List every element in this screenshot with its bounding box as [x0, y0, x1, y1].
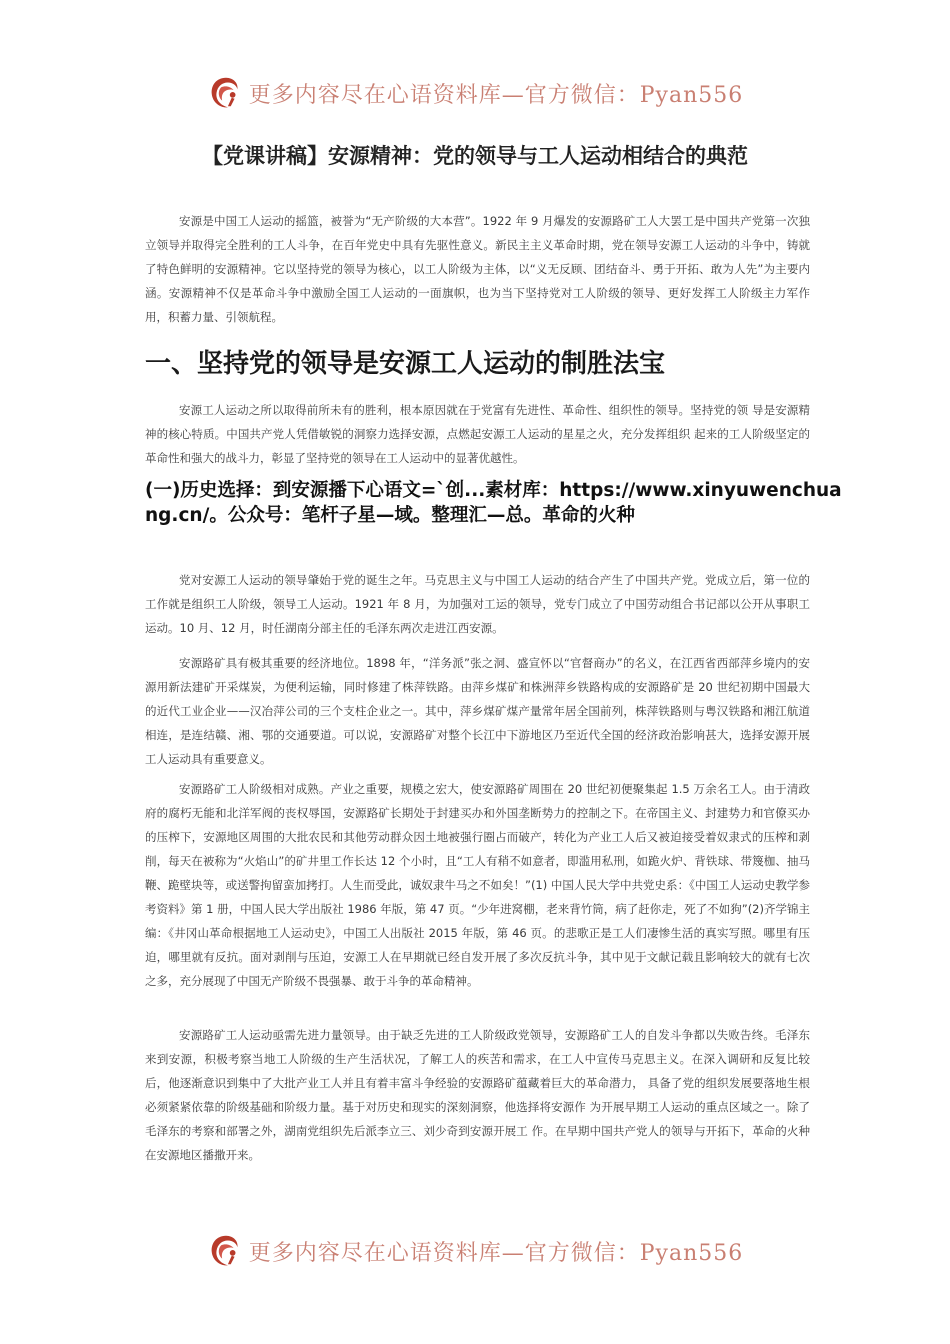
banner-text: 更多内容尽在心语资料库—官方微信：Pyan556	[248, 1240, 744, 1266]
header-banner	[0, 70, 950, 116]
section-heading: 一、坚持党的领导是安源工人运动的制胜法宝	[145, 349, 666, 379]
logo-icon	[207, 74, 245, 112]
banner-text: 更多内容尽在心语资料库—官方微信：Pyan556	[248, 82, 744, 108]
logo-icon	[207, 1232, 245, 1270]
intro-paragraph: 安源是中国工人运动的摇篮，被誉为“无产阶级的大本营”。1922 年 9 月爆发的安源路矿工人大罢工是中国共产党第一次独立领导并取得完全胜利的工人斗争，在百年党史中具有先驱性意义。新民主主义革命时期，党在领导安源工人运动的斗争中，铸就了特色鲜明的安源精神。它以坚持党的领导为核心，以工人阶级为主体，以“义无反顾、团结奋斗、勇于开拓、敢为人先”为主要内涵。安源精神不仅是革命斗争中激励全国工人运动的一面旗帜，也为当下坚持党对工人阶级的领导、更好发挥工人阶级主力军作用，积蓄力量、引领航程。	[145, 214, 810, 324]
document-title: 【党课讲稿】安源精神：党的领导与工人运动相结合的典范	[202, 144, 748, 168]
body-paragraph-1: 党对安源工人运动的领导肇始于党的诞生之年。马克思主义与中国工人运动的结合产生了中国共产党。党成立后，第一位的工作就是组织工人阶级，领导工人运动。1921 年 8 月，为加强对工运的领导，党专门成立了中国劳动组合书记部以公开从事职工运动。10 月、12 月，时任湖南分部主任的毛泽东两次走进江西安源。	[145, 573, 810, 635]
footer-banner	[0, 1228, 950, 1274]
body-paragraph-3: 安源路矿工人阶级相对成熟。产业之重要，规模之宏大，使安源路矿周围在 20 世纪初便聚集起 1.5 万余名工人。由于清政府的腐朽无能和北洋军阀的丧权辱国，安源路矿长期处于封建买办和外国垄断势力的控制之下。在帝国主义、封建势力和官僚买办的压榨下，安源地区周围的大批农民和其他劳动群众因土地被强行圈占而破产，转化为产业工人后又被迫接受着奴隶式的压榨和剥削，每天在被称为“火焰山”的矿井里工作长达 12 个小时，且“工人有稍不如意者，即滥用私刑，如跪火炉、背铁球、带篾枷、抽马鞭、跪壁块等，或送警拘留蛮加拷打。人生而受此，诚奴隶牛马之不如矣！”(1) 中国人民大学中共党史系：《中国工人运动史教学参考资料》第 1 册，中国人民大学出版社 1986 年版，第 47 页。“少年进窝棚，老来背竹筒，病了赶你走，死了不如狗”(2)齐学锦主编：《井冈山革命根据地工人运动史》，中国工人出版社 2015 年版，第 46 页。的悲歌正是工人们凄惨生活的真实写照。哪里有压迫，哪里就有反抗。面对剥削与压迫，安源工人在早期就已经自发开展了多次反抗斗争，其中见于文献记载且影响较大的就有七次之多，充分展现了中国无产阶级不畏强暴、敢于斗争的革命精神。	[145, 782, 810, 988]
body-paragraph-4: 安源路矿工人运动亟需先进力量领导。由于缺乏先进的工人阶级政党领导，安源路矿工人的自发斗争都以失败告终。毛泽东来到安源，积极考察当地工人阶级的生产生活状况，了解工人的疾苦和需求，在工人中宣传马克思主义。在深入调研和反复比较后，他逐渐意识到集中了大批产业工人并且有着丰富斗争经验的安源路矿蕴藏着巨大的革命潜力， 具备了党的组织发展要落地生根必须紧紧依靠的阶级基础和阶级力量。基于对历史和现实的深刻洞察，他选择将安源作 为开展早期工人运动的重点区域之一。除了毛泽东的考察和部署之外，湖南党组织先后派李立三、刘少奇到安源开展工 作。在早期中国共产党人的领导与开拓下，革命的火种在安源地区播撒开来。	[145, 1028, 810, 1162]
section-intro-paragraph: 安源工人运动之所以取得前所未有的胜利，根本原因就在于党富有先进性、革命性、组织性的领导。坚持党的领 导是安源精神的核心特质。中国共产党人凭借敏锐的洞察力选择安源，点燃起安源工人运动的星星之火，充分发挥组织 起来的工人阶级坚定的革命性和强大的战斗力，彰显了坚持党的领导在工人运动中的显著优越性。	[145, 403, 810, 465]
subsection-heading: (一)历史选择：到安源播下心语文=`创...素材库：https://www.xinyuwenchuang.cn/。公众号：笔杆子星—域。整理汇—总。革命的火种	[145, 480, 842, 526]
body-paragraph-2: 安源路矿具有极其重要的经济地位。1898 年，“洋务派”张之洞、盛宣怀以“官督商办”的名义，在江西省西部萍乡境内的安源用新法建矿开采煤炭，为便利运输，同时修建了株萍铁路。由萍乡煤矿和株洲萍乡铁路构成的安源路矿是 20 世纪初期中国最大的近代工业企业——汉冶萍公司的三个支柱企业之一。其中，萍乡煤矿煤产量常年居全国前列，株萍铁路则与粤汉铁路和湘江航道相连，是连结赣、湘、鄂的交通要道。可以说，安源路矿对整个长江中下游地区乃至近代全国的经济政治影响甚大，选择安源开展工人运动具有重要意义。	[145, 656, 810, 766]
